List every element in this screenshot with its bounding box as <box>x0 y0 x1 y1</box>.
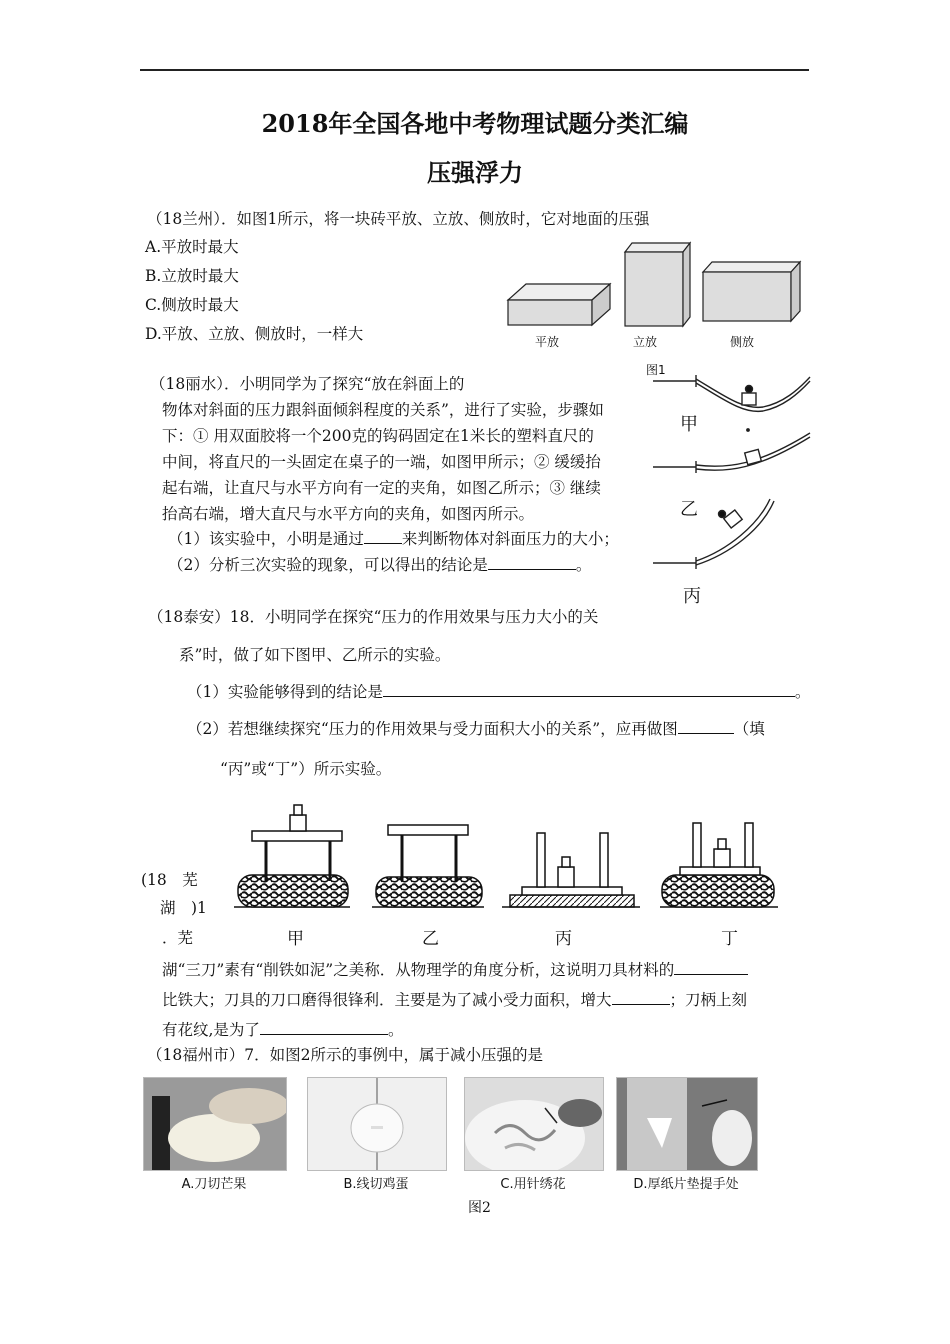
q3-sub1 <box>187 682 810 702</box>
pressure-label-jia: 甲 <box>287 929 304 949</box>
q4-blank-3[interactable] <box>260 1020 388 1035</box>
experiment-bing <box>502 833 640 907</box>
q2-line-6: 抬高右端，增大直尺与水平方向的夹角，如图丙所示。 <box>162 505 535 523</box>
pressure-figure <box>232 795 812 920</box>
figure2-caption: 图2 <box>468 1200 491 1216</box>
q2-sub2-post: 。 <box>575 556 592 574</box>
photo-caption-b: B.线切鸡蛋 <box>343 1177 409 1192</box>
q1-option-d: D.平放、立放、侧放时，一样大 <box>145 325 364 343</box>
q2-sub2 <box>168 555 591 575</box>
q3-sub2-line-2: “丙”或“丁”）所示实验。 <box>220 760 392 778</box>
q3-sub1-post: 。 <box>794 683 811 701</box>
brick-side <box>703 262 800 321</box>
pressure-label-yi: 乙 <box>422 929 439 949</box>
q1-option-b: B.立放时最大 <box>145 267 239 285</box>
ruler-label-yi: 乙 <box>680 499 698 520</box>
q4-line-3 <box>162 1020 403 1040</box>
brick-label-side: 侧放 <box>730 335 755 349</box>
q4-line-2-post: ；刀柄上刻 <box>669 991 748 1009</box>
brick-upright <box>625 243 690 326</box>
q4-line-3-post: 。 <box>387 1021 404 1039</box>
experiment-ding <box>660 823 778 907</box>
photo-cardboard-handle <box>616 1077 758 1171</box>
page-title: 2018年全国各地中考物理试题分类汇编 <box>261 109 689 138</box>
q2-line-3: 下：① 用双面胶将一个200克的钩码固定在1米长的塑料直尺的 <box>162 427 594 445</box>
q2-sub1 <box>168 529 619 549</box>
pressure-label-ding: 丁 <box>721 929 738 949</box>
q3-line-1: （18泰安）18．小明同学在探究“压力的作用效果与压力大小的关 <box>148 608 599 626</box>
q3-sub2-pre: （2）若想继续探究“压力的作用效果与受力面积大小的关系”，应再做图 <box>187 720 678 738</box>
q2-sub2-blank[interactable] <box>488 555 576 570</box>
photo-caption-d: D.厚纸片垫提手处 <box>633 1177 739 1192</box>
ruler-label-bing: 丙 <box>683 586 701 607</box>
q4-side-3: ．芜 <box>162 929 194 947</box>
q4-line-3-pre: 有花纹,是为了 <box>162 1021 260 1039</box>
q2-sub1-post: 来判断物体对斜面压力的大小； <box>401 530 619 548</box>
q4-blank-2[interactable] <box>612 990 670 1005</box>
q2-line-1: （18丽水）．小明同学为了探究“放在斜面上的 <box>150 375 465 393</box>
page-subtitle: 压强浮力 <box>427 158 523 187</box>
q3-sub2-blank[interactable] <box>678 719 734 734</box>
q2-line-4: 中间，将直尺的一头固定在桌子的一端，如图甲所示；② 缓缓抬 <box>162 453 601 471</box>
pressure-label-bing: 丙 <box>555 929 572 949</box>
q1-stem: （18兰州）．如图1所示，将一块砖平放、立放、侧放时，它对地面的压强 <box>147 210 650 228</box>
photo-needle-embroidery <box>464 1077 604 1171</box>
q2-line-5: 起右端，让直尺与水平方向有一定的夹角，如图乙所示；③ 继续 <box>162 479 601 497</box>
q2-sub1-blank[interactable] <box>364 529 402 544</box>
photo-knife-mango <box>143 1077 287 1171</box>
q4-side-2: 湖 )1 <box>160 899 207 917</box>
q4-side-1: (18 芜 <box>141 871 198 889</box>
photo-thread-egg <box>307 1077 447 1171</box>
brick-label-flat: 平放 <box>535 335 560 349</box>
experiment-yi <box>372 825 484 907</box>
photo-caption-a: A.刀切芒果 <box>181 1177 247 1192</box>
q3-sub1-blank[interactable] <box>383 682 795 697</box>
q4-line-2-pre: 比铁大；刀具的刀口磨得很锋利．主要是为了减小受力面积，增大 <box>162 991 612 1009</box>
q4-blank-1[interactable] <box>674 960 748 975</box>
q3-sub2 <box>187 719 765 739</box>
experiment-jia <box>234 805 350 907</box>
figure1-caption: 图1 <box>646 363 666 377</box>
brick-figure <box>500 240 810 340</box>
q4-line-1 <box>162 960 748 980</box>
header-rule <box>140 69 809 71</box>
ruler-label-jia: 甲 <box>680 414 698 435</box>
q3-sub2-post: （填 <box>733 720 765 738</box>
q2-line-2: 物体对斜面的压力跟斜面倾斜程度的关系”，进行了实验，步骤如 <box>162 401 604 419</box>
q3-sub1-pre: （1）实验能够得到的结论是 <box>187 683 383 701</box>
q4-line-1-text: 湖“三刀”素有“削铁如泥”之美称．从物理学的角度分析，这说明刀具材料的 <box>162 961 675 979</box>
q1-option-a: A.平放时最大 <box>145 238 239 256</box>
q2-sub2-pre: （2）分析三次实验的现象，可以得出的结论是 <box>168 556 488 574</box>
q4-line-2 <box>162 990 747 1010</box>
q3-line-2: 系”时，做了如下图甲、乙所示的实验。 <box>179 646 451 664</box>
brick-label-upright: 立放 <box>633 335 658 349</box>
photo-caption-c: C.用针绣花 <box>500 1177 566 1192</box>
q1-option-c: C.侧放时最大 <box>145 296 239 314</box>
brick-flat <box>508 284 610 325</box>
ruler-figure <box>648 365 813 605</box>
q5-stem: （18福州市）7．如图2所示的事例中，属于减小压强的是 <box>147 1046 543 1064</box>
q2-sub1-pre: （1）该实验中，小明是通过 <box>168 530 364 548</box>
